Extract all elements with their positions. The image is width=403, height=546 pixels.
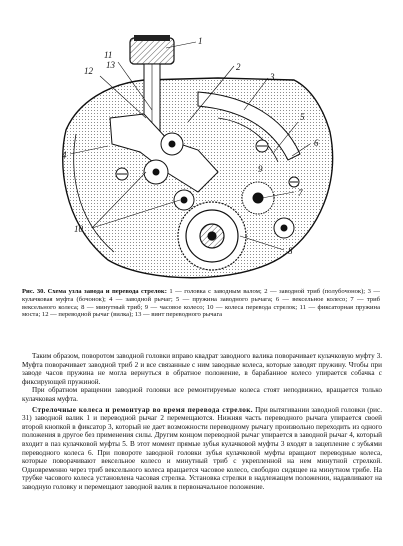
caption-legend: 1 — головка с заводным валом; 2 — заводной триб (полубочонок); 3 — кулачковая муфта (бочонок); 4 — заводной рычаг; 5 — пружина заводного рычага; 6 — вексельное колесо; 7 — триб вексельного колеса; 8 — минутный триб; 9 — часовое колесо; 10 — колеса перевода стрелок; 11 — фиксаторная пружина моста; 12 — переводной рычаг (вилка); 13 — винт переводного рычага (22, 288, 380, 319)
paragraph-reverse: При обратном вращении заводной головки все ремонтируемые колеса стоят неподвижно, вращается только кулачковая муфта. (22, 386, 382, 403)
callout-5: 5 (300, 112, 305, 122)
callout-9: 9 (258, 164, 263, 174)
callout-6: 6 (314, 138, 319, 148)
callout-12: 12 (84, 66, 93, 76)
callout-13: 13 (106, 60, 115, 70)
winding-crown (130, 38, 174, 64)
paragraph-setting (22, 406, 382, 492)
section-heading: Стрелочные колеса и ремонтуар во время перевода стрелок. (32, 405, 254, 414)
callout-8: 8 (288, 246, 293, 256)
figure-caption (22, 288, 380, 319)
winding-mechanism-drawing (48, 22, 348, 284)
paragraph-setting-text: При вытягивании заводной головки (рис. 31) заводной валик 1 и переводной рычаг 2 перемещаются. Нижняя часть переводного рычага упирается своей второй кнопкой в фиксатор 3, который не дает возможности переводному рычагу произвольно переходить из одного положения в другое без применения силы. Другим концом переводной рычаг упирается в заводной рычаг 4, который входит в паз кулачковой муфты 5. В этот момент прямые зубья кулачковой муфты 3 входят в зацепление с зубьями переводного колеса 6. При повороте заводной головки зубья кулачковой муфты вращают переводные колеса, которые поворачивают вексельное колесо и минутный триб с укрепленной на нем минутной стрелкой. Одновременно через триб вексельного колеса вращается часовое колесо, свободно сидящее на минутном трибе. На трубке часового колеса установлена часовая стрелка. Установка стрелки в надлежащем положении, надавливают на заводную головку и перемещают заводной валик в первоначальное положение. (22, 405, 383, 491)
callout-10: 10 (74, 224, 83, 234)
mechanism-figure (48, 22, 348, 284)
callout-4: 4 (62, 150, 67, 160)
callout-3: 3 (270, 72, 275, 82)
caption-title: Рис. 30. Схема узла завода и перевода стрелок: (22, 288, 167, 295)
callout-11: 11 (104, 50, 113, 60)
callout-2: 2 (236, 62, 241, 72)
body-text (22, 352, 382, 492)
paragraph-winding: Таким образом, поворотом заводной головки вправо квадрат заводного валика поворачивает кулачковую муфту 3. Муфта поворачивает заводной триб 2 и все связанные с ним заводные колеса, которые заводят пружину. Чтобы при заводе часов пружина не могла вернуться в обратное положение, в барабанное колесо упирается собачка с фиксирующей пружиной. (22, 352, 382, 386)
minute-wheel (178, 202, 246, 270)
callout-7: 7 (298, 188, 303, 198)
callout-1: 1 (198, 36, 203, 46)
